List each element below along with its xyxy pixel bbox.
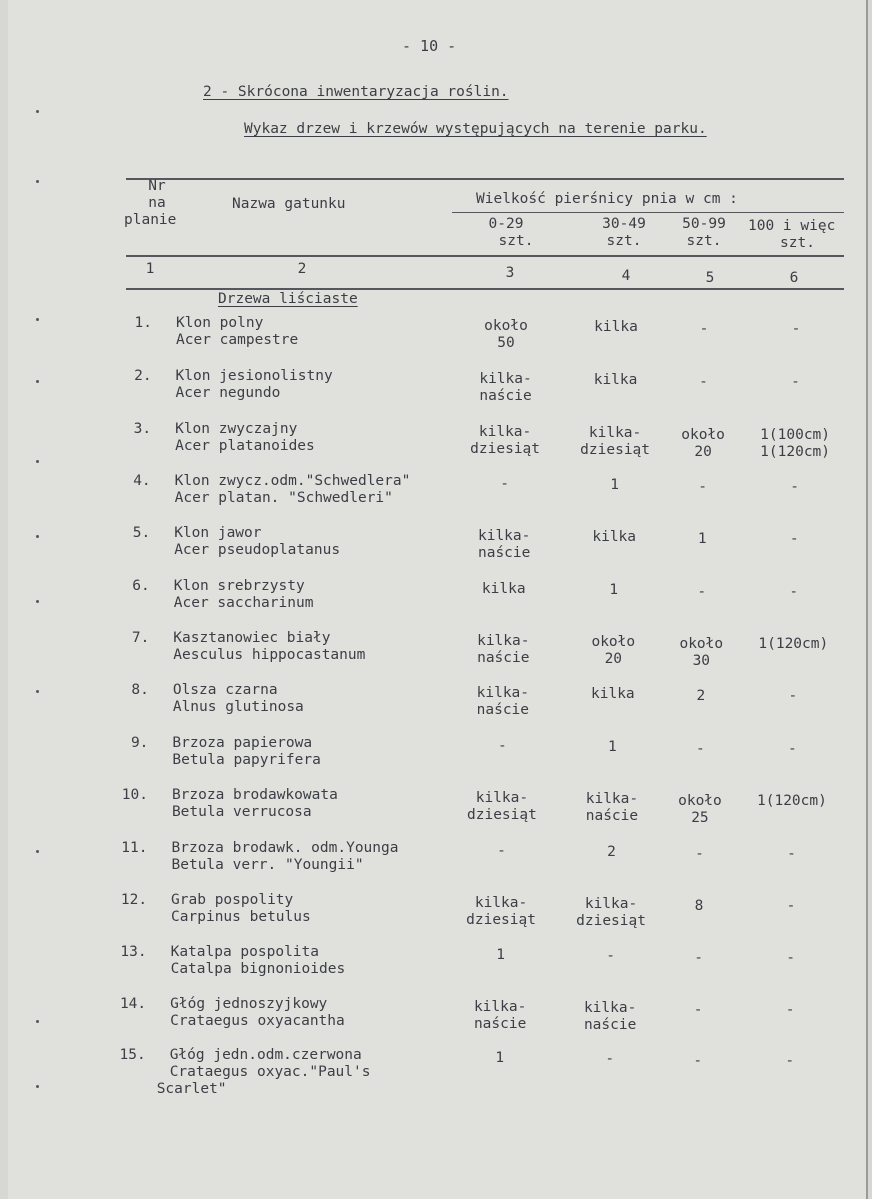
count-100-plus: 1(120cm) xyxy=(757,793,827,809)
count-50-99: około xyxy=(678,793,722,809)
col-number-6: 6 xyxy=(789,270,799,286)
count-30-49: kilka xyxy=(594,319,638,335)
col-numbers-rule xyxy=(126,288,844,290)
count-30-49-cont: dziesiąt xyxy=(580,442,651,458)
species-polish-name: Brzoza brodawk. odm.Younga xyxy=(171,840,399,856)
count-0-29: kilka- xyxy=(473,999,527,1015)
count-100-plus: - xyxy=(790,479,799,495)
count-50-99: - xyxy=(698,479,707,495)
species-latin-name: Acer platan. "Schwedleri" xyxy=(174,490,393,506)
count-0-29-cont: naście xyxy=(477,650,530,666)
margin-mark xyxy=(36,850,39,853)
margin-mark xyxy=(36,535,39,538)
row-number: 9. xyxy=(130,735,149,751)
row-number: 11. xyxy=(121,840,148,856)
count-100-plus: 1(120cm) xyxy=(758,636,829,652)
species-latin-name: Aesculus hippocastanum xyxy=(173,647,366,663)
species-latin-name: Acer pseudoplatanus xyxy=(174,542,341,558)
row-number: 14. xyxy=(119,996,147,1012)
count-0-29-cont: dziesiąt xyxy=(466,912,536,928)
count-100-plus: - xyxy=(791,374,800,390)
count-0-29: kilka- xyxy=(477,528,531,544)
count-30-49: kilka xyxy=(593,372,638,388)
count-0-29-cont: dziesiąt xyxy=(467,807,537,823)
species-polish-name: Klon srebrzysty xyxy=(173,578,305,594)
header-col3-line1: 0-29 xyxy=(488,216,524,232)
count-30-49: 1 xyxy=(608,739,617,755)
count-30-49: 1 xyxy=(609,582,619,598)
count-30-49: kilka xyxy=(592,529,637,545)
count-0-29: - xyxy=(500,476,509,492)
row-number: 1. xyxy=(134,315,152,331)
margin-mark xyxy=(36,460,39,463)
count-50-99: - xyxy=(699,374,708,390)
col-number-2: 2 xyxy=(297,261,307,277)
count-0-29: kilka- xyxy=(474,895,528,911)
count-100-plus: - xyxy=(788,688,798,704)
species-polish-name: Brzoza brodawkowata xyxy=(171,787,338,803)
species-polish-name: Kasztanowiec biały xyxy=(173,630,331,646)
count-100-plus: - xyxy=(785,1053,795,1069)
species-polish-name: Głóg jedn.odm.czerwona xyxy=(169,1047,362,1063)
row-number: 5. xyxy=(132,525,151,541)
count-30-49: około xyxy=(591,634,636,650)
count-0-29: kilka- xyxy=(478,424,532,440)
row-number: 7. xyxy=(131,630,150,646)
count-50-99: - xyxy=(693,1053,703,1069)
row-number: 12. xyxy=(120,892,148,908)
count-30-49-cont: naście xyxy=(585,808,639,824)
header-bottom-rule xyxy=(126,255,844,257)
col-number-1: 1 xyxy=(145,261,155,277)
count-0-29-cont: naście xyxy=(479,388,532,404)
margin-mark xyxy=(36,690,39,693)
row-number: 8. xyxy=(131,682,149,698)
count-30-49: 2 xyxy=(607,844,616,860)
count-0-29: kilka- xyxy=(476,685,530,701)
count-0-29: 1 xyxy=(495,1050,505,1066)
row-number: 3. xyxy=(133,421,152,437)
species-polish-name: Grab pospolity xyxy=(171,892,294,908)
species-latin-name: Alnus glutinosa xyxy=(172,699,304,715)
header-col5-line2: szt. xyxy=(686,233,722,249)
count-50-99-cont: 30 xyxy=(692,653,711,669)
header-col6-line1: 100 i więc xyxy=(748,218,836,234)
count-30-49: - xyxy=(605,1051,615,1067)
species-latin-name: Carpinus betulus xyxy=(171,909,311,925)
count-30-49: kilka- xyxy=(583,1000,637,1016)
header-size-title: Wielkość pierśnicy pnia w cm : xyxy=(476,191,738,207)
margin-mark xyxy=(36,380,39,383)
count-0-29-cont: naście xyxy=(477,545,531,561)
count-30-49: kilka xyxy=(591,686,635,702)
count-30-49: kilka- xyxy=(588,425,642,441)
count-100-plus: - xyxy=(789,584,799,600)
count-100-plus: - xyxy=(789,531,799,547)
count-0-29: kilka- xyxy=(479,371,532,387)
row-number: 4. xyxy=(133,473,151,489)
col-number-5: 5 xyxy=(705,270,715,286)
margin-mark xyxy=(36,600,39,603)
count-50-99: około xyxy=(679,636,724,652)
count-0-29: - xyxy=(498,738,507,754)
count-0-29: - xyxy=(497,843,506,859)
species-polish-name: Klon jesionolistny xyxy=(175,368,333,384)
count-50-99-cont: 20 xyxy=(694,444,712,460)
species-latin-name: Catalpa bignonioides xyxy=(170,961,346,977)
margin-mark xyxy=(36,110,39,113)
header-nr-line3: planie xyxy=(124,212,177,228)
count-0-29: kilka xyxy=(481,581,526,597)
species-polish-name: Olsza czarna xyxy=(172,682,278,698)
group-heading: Drzewa liściaste xyxy=(218,291,358,307)
section-title: 2 - Skrócona inwentaryzacja roślin. xyxy=(203,84,509,100)
species-latin-name: Acer platanoides xyxy=(175,438,315,454)
count-30-49: kilka- xyxy=(585,791,639,807)
count-50-99: - xyxy=(696,741,705,757)
col-number-4: 4 xyxy=(621,268,631,284)
species-latin-name: Acer negundo xyxy=(175,385,281,401)
count-50-99-cont: 25 xyxy=(691,810,709,826)
header-species-name: Nazwa gatunku xyxy=(232,196,346,212)
count-100-plus: 1(100cm) xyxy=(760,427,831,443)
count-0-29: 1 xyxy=(496,947,505,963)
count-100-plus-cont: 1(120cm) xyxy=(760,444,831,460)
count-30-49: kilka- xyxy=(584,896,638,912)
count-100-plus: - xyxy=(786,950,795,966)
count-100-plus: - xyxy=(785,1002,795,1018)
header-col5-line1: 50-99 xyxy=(682,216,726,232)
count-50-99: - xyxy=(699,321,709,337)
species-polish-name: Klon polny xyxy=(176,315,264,331)
count-50-99: 1 xyxy=(697,531,707,547)
count-0-29-cont: naście xyxy=(476,702,530,718)
count-30-49: 1 xyxy=(610,477,619,493)
count-30-49-cont: 20 xyxy=(604,651,623,667)
count-0-29-cont: naście xyxy=(473,1016,527,1032)
count-50-99: - xyxy=(695,846,704,862)
species-polish-name: Głóg jednoszyjkowy xyxy=(170,996,328,1012)
count-30-49: - xyxy=(606,948,615,964)
row-number: 13. xyxy=(120,944,147,960)
header-sub-rule xyxy=(452,212,844,213)
header-col3-line2: szt. xyxy=(498,233,534,249)
species-latin-name: Betula verrucosa xyxy=(171,804,312,820)
count-30-49-cont: dziesiąt xyxy=(576,913,646,929)
species-polish-name: Katalpa pospolita xyxy=(170,944,319,960)
table-top-rule xyxy=(126,178,844,180)
row-number: 15. xyxy=(119,1047,146,1063)
count-0-29: około xyxy=(484,318,528,334)
species-latin-name: Crataegus oxyac."Paul's xyxy=(169,1064,371,1080)
species-latin-name: Betula papyrifera xyxy=(172,752,321,768)
species-polish-name: Klon zwyczajny xyxy=(175,421,298,437)
count-50-99: - xyxy=(693,1002,703,1018)
margin-mark xyxy=(36,318,39,321)
count-100-plus: - xyxy=(788,741,797,757)
row-number: 2. xyxy=(134,368,152,384)
page-number: - 10 - xyxy=(402,37,457,55)
species-latin-name: Acer saccharinum xyxy=(173,595,314,611)
count-0-29-cont: dziesiąt xyxy=(470,441,541,457)
count-50-99: - xyxy=(697,584,707,600)
header-col4-line1: 30-49 xyxy=(602,216,646,232)
margin-mark xyxy=(36,1085,39,1088)
count-50-99: około xyxy=(681,427,725,443)
count-50-99: 8 xyxy=(694,898,704,914)
header-col6-line2: szt. xyxy=(780,235,815,251)
list-subtitle: Wykaz drzew i krzewów występujących na terenie parku. xyxy=(244,121,707,137)
margin-mark xyxy=(36,1020,39,1023)
species-polish-name: Brzoza papierowa xyxy=(172,735,313,751)
header-nr-line2: na xyxy=(148,195,166,211)
margin-mark xyxy=(36,180,39,183)
species-latin-name: Acer campestre xyxy=(176,332,299,348)
col-number-3: 3 xyxy=(505,265,515,281)
count-100-plus: - xyxy=(786,898,796,914)
count-0-29: kilka- xyxy=(475,790,529,806)
count-50-99: 2 xyxy=(696,688,706,704)
count-30-49-cont: naście xyxy=(583,1017,637,1033)
species-latin-name: Crataegus oxyacantha xyxy=(170,1013,345,1029)
count-0-29: kilka- xyxy=(477,633,530,649)
count-100-plus: - xyxy=(791,321,801,337)
count-50-99: - xyxy=(694,950,703,966)
header-col4-line2: szt. xyxy=(606,233,642,249)
species-polish-name: Klon zwycz.odm."Schwedlera" xyxy=(174,473,411,489)
species-latin-name-cont: Scarlet" xyxy=(156,1081,227,1097)
species-latin-name: Betula verr. "Youngii" xyxy=(171,857,364,873)
count-0-29-cont: 50 xyxy=(497,335,515,351)
row-number: 6. xyxy=(132,578,150,594)
header-nr-line1: Nr xyxy=(148,178,166,194)
row-number: 10. xyxy=(121,787,148,803)
species-polish-name: Klon jawor xyxy=(174,525,262,541)
count-100-plus: - xyxy=(787,846,796,862)
